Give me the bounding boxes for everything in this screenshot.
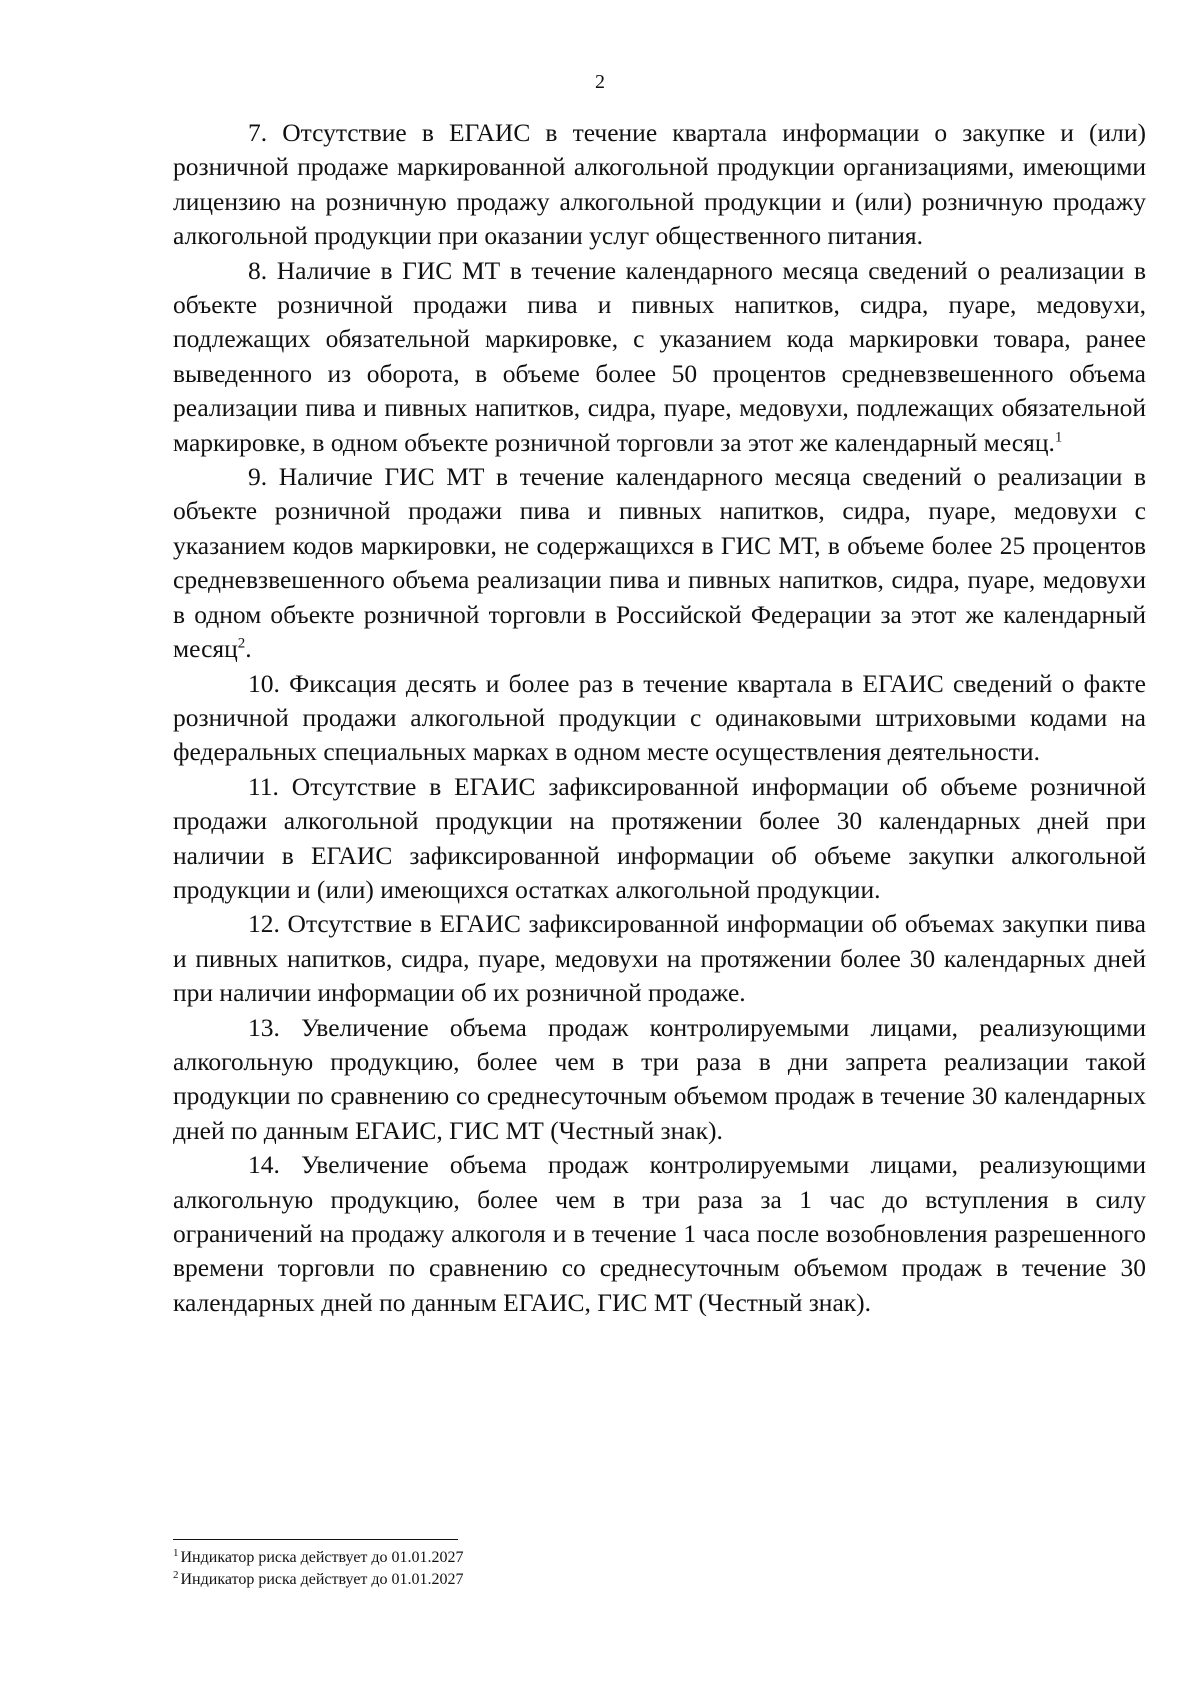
paragraph-text: 9. Наличие ГИС МТ в течение календарного месяца сведений о реализации в объекте розничной продажи пива и пивных напитков, сидра, пуаре, медовухи с указанием кодов маркировки, не содержащихся в ГИС МТ, в объеме более 25 процентов средневзвешенного объема реализации пива и пивных напитков, сидра, пуаре, медовухи в одном объекте розничной торговли в Российской Федерации за этот же календарный месяц <box>173 462 1146 664</box>
paragraph-item-12 <box>173 907 1146 1010</box>
paragraph-item-8 <box>173 254 1146 460</box>
paragraph-text: 8. Наличие в ГИС МТ в течение календарного месяца сведений о реализации в объекте розничной продажи пива и пивных напитков, сидра, пуаре, медовухи, подлежащих обязательной маркировке, с указанием кода маркировки товара, ранее выведенного из оборота, в объеме более 50 процентов средневзвешенного объема реализации пива и пивных напитков, сидра, пуаре, медовухи, подлежащих обязательной маркировке, в одном объекте розничной торговли за этот же календарный месяц. <box>173 255 1146 457</box>
paragraph-item-14 <box>173 1148 1146 1320</box>
document-body <box>173 116 1146 1320</box>
footnote-text: Индикатор риска действует до 01.01.2027 <box>180 1549 464 1566</box>
paragraph-item-7 <box>173 116 1146 254</box>
paragraph-item-9 <box>173 460 1146 666</box>
paragraph-tail: . <box>245 634 252 664</box>
footnote-mark: 1 <box>173 1546 179 1559</box>
paragraph-text: 12. Отсутствие в ЕГАИС зафиксированной информации об объемах закупки пива и пивных напитков, сидра, пуаре, медовухи на протяжении более 30 календарных дней при наличии информации об их розничной продаже. <box>173 909 1146 1008</box>
footnote-ref[interactable]: 1 <box>1054 429 1063 446</box>
paragraph-item-10 <box>173 667 1146 770</box>
paragraph-text: 13. Увеличение объема продаж контролируемыми лицами, реализующими алкогольную продукцию, более чем в три раза в дни запрета реализации такой продукции по сравнению со среднесуточным объемом продаж в течение 30 календарных дней по данным ЕГАИС, ГИС МТ (Честный знак). <box>173 1012 1146 1145</box>
page-number: 2 <box>595 71 605 93</box>
footnotes <box>173 1547 1073 1591</box>
paragraph-text: 14. Увеличение объема продаж контролируемыми лицами, реализующими алкогольную продукцию, более чем в три раза за 1 час до вступления в силу ограничений на продажу алкоголя и в течение 1 часа после возобновления разрешенного времени торговли по сравнению со среднесуточным объемом продаж в течение 30 календарных дней по данным ЕГАИС, ГИС МТ (Честный знак). <box>173 1150 1146 1317</box>
paragraph-text: 10. Фиксация десять и более раз в течение квартала в ЕГАИС сведений о факте розничной продажи алкогольной продукции с одинаковыми штриховыми кодами на федеральных специальных марках в одном месте осуществления деятельности. <box>173 668 1146 767</box>
footnote-mark: 2 <box>173 1568 179 1581</box>
paragraph-item-13 <box>173 1011 1146 1149</box>
footnote-divider <box>173 1539 458 1540</box>
footnote-text: Индикатор риска действует до 01.01.2027 <box>180 1571 464 1588</box>
footnote-ref[interactable]: 2 <box>237 635 246 652</box>
footnote-item <box>173 1547 1073 1569</box>
paragraph-text: 11. Отсутствие в ЕГАИС зафиксированной информации об объеме розничной продажи алкогольной продукции на протяжении более 30 календарных дней при наличии в ЕГАИС зафиксированной информации об объеме закупки алкогольной продукции и (или) имеющихся остатках алкогольной продукции. <box>173 771 1146 904</box>
paragraph-text: 7. Отсутствие в ЕГАИС в течение квартала информации о закупке и (или) розничной продаже маркированной алкогольной продукции организациями, имеющими лицензию на розничную продажу алкогольной продукции и (или) розничную продажу алкогольной продукции при оказании услуг общественного питания. <box>173 118 1146 251</box>
paragraph-item-11 <box>173 770 1146 908</box>
footnote-item <box>173 1569 1073 1591</box>
